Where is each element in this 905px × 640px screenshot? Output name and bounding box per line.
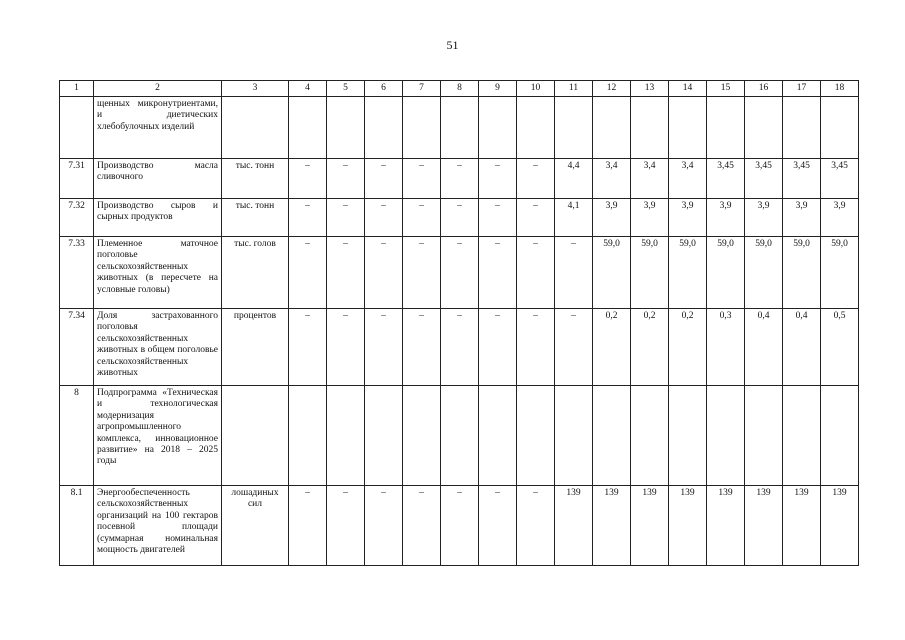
value-cell: – — [517, 199, 555, 237]
value-cell — [707, 386, 745, 486]
value-cell: – — [289, 159, 327, 199]
value-cell: 139 — [631, 486, 669, 566]
unit-cell: процентов — [222, 309, 289, 386]
value-cell: 59,0 — [707, 237, 745, 309]
column-header: 4 — [289, 81, 327, 97]
table-row — [60, 159, 859, 199]
value-cell: – — [365, 159, 403, 199]
row-number-cell — [60, 97, 94, 159]
indicator-name-cell: Производство сыров и сырных продуктов — [94, 199, 222, 237]
value-cell: – — [441, 237, 479, 309]
column-header: 15 — [707, 81, 745, 97]
value-cell: 139 — [821, 486, 859, 566]
column-header: 9 — [479, 81, 517, 97]
value-cell: – — [289, 237, 327, 309]
value-cell: 59,0 — [745, 237, 783, 309]
value-cell: 3,9 — [593, 199, 631, 237]
column-header: 8 — [441, 81, 479, 97]
value-cell — [707, 97, 745, 159]
value-cell: 59,0 — [669, 237, 707, 309]
value-cell — [365, 386, 403, 486]
value-cell — [289, 97, 327, 159]
value-cell — [365, 97, 403, 159]
column-header: 6 — [365, 81, 403, 97]
value-cell — [517, 386, 555, 486]
value-cell — [517, 97, 555, 159]
value-cell — [289, 386, 327, 486]
value-cell: 59,0 — [593, 237, 631, 309]
value-cell — [593, 386, 631, 486]
value-cell: – — [555, 237, 593, 309]
unit-cell — [222, 97, 289, 159]
value-cell — [403, 386, 441, 486]
value-cell: – — [479, 486, 517, 566]
indicator-name-cell: щенных микронутриентами, и диетических хлебобулочных изделий — [94, 97, 222, 159]
value-cell: – — [327, 309, 365, 386]
value-cell: 3,9 — [783, 199, 821, 237]
unit-cell: тыс. тонн — [222, 159, 289, 199]
value-cell: 3,9 — [631, 199, 669, 237]
value-cell: 59,0 — [631, 237, 669, 309]
page-number: 51 — [446, 38, 459, 52]
value-cell — [479, 386, 517, 486]
value-cell: – — [289, 199, 327, 237]
value-cell: 3,45 — [707, 159, 745, 199]
value-cell: – — [365, 486, 403, 566]
value-cell: – — [479, 159, 517, 199]
row-number-cell: 8 — [60, 386, 94, 486]
value-cell: – — [327, 199, 365, 237]
value-cell — [783, 97, 821, 159]
value-cell: – — [517, 486, 555, 566]
value-cell — [327, 386, 365, 486]
value-cell — [555, 386, 593, 486]
table-row — [60, 309, 859, 386]
column-header: 16 — [745, 81, 783, 97]
table-row — [60, 97, 859, 159]
value-cell: – — [517, 159, 555, 199]
value-cell: 3,45 — [783, 159, 821, 199]
value-cell: – — [517, 237, 555, 309]
value-cell: 3,4 — [669, 159, 707, 199]
value-cell: 4,1 — [555, 199, 593, 237]
value-cell — [783, 386, 821, 486]
value-cell: – — [403, 237, 441, 309]
value-cell: – — [441, 309, 479, 386]
row-number-cell: 7.34 — [60, 309, 94, 386]
value-cell: 139 — [555, 486, 593, 566]
value-cell: – — [555, 309, 593, 386]
value-cell: – — [289, 309, 327, 386]
value-cell: 3,9 — [707, 199, 745, 237]
column-header: 11 — [555, 81, 593, 97]
indicator-name-cell: Доля застрахованного поголовья сельскохозяйственных животных в общем поголовье сельскохозяйственных животных — [94, 309, 222, 386]
row-number-cell: 8.1 — [60, 486, 94, 566]
value-cell: 3,4 — [631, 159, 669, 199]
column-header: 17 — [783, 81, 821, 97]
column-header: 12 — [593, 81, 631, 97]
value-cell — [555, 97, 593, 159]
table-row — [60, 486, 859, 566]
column-header: 10 — [517, 81, 555, 97]
value-cell — [669, 97, 707, 159]
value-cell: – — [365, 199, 403, 237]
column-header: 1 — [60, 81, 94, 97]
value-cell: 139 — [593, 486, 631, 566]
unit-cell: тыс. голов — [222, 237, 289, 309]
value-cell: – — [479, 309, 517, 386]
value-cell: 0,4 — [745, 309, 783, 386]
value-cell: 0,2 — [669, 309, 707, 386]
indicator-table — [59, 80, 859, 566]
value-cell — [403, 97, 441, 159]
value-cell: – — [479, 237, 517, 309]
value-cell: – — [327, 237, 365, 309]
value-cell: – — [327, 486, 365, 566]
value-cell: – — [403, 486, 441, 566]
table-row — [60, 237, 859, 309]
value-cell — [441, 386, 479, 486]
row-number-cell: 7.31 — [60, 159, 94, 199]
value-cell: 0,2 — [593, 309, 631, 386]
value-cell: 139 — [707, 486, 745, 566]
value-cell: 0,5 — [821, 309, 859, 386]
column-header: 7 — [403, 81, 441, 97]
value-cell: 3,4 — [593, 159, 631, 199]
row-number-cell: 7.33 — [60, 237, 94, 309]
value-cell: 59,0 — [821, 237, 859, 309]
value-cell: – — [479, 199, 517, 237]
column-header: 13 — [631, 81, 669, 97]
value-cell: – — [441, 159, 479, 199]
value-cell — [631, 97, 669, 159]
value-cell — [479, 97, 517, 159]
column-header: 2 — [94, 81, 222, 97]
unit-cell — [222, 386, 289, 486]
value-cell: – — [403, 159, 441, 199]
value-cell: – — [441, 199, 479, 237]
unit-cell: лошадиных сил — [222, 486, 289, 566]
table-row — [60, 386, 859, 486]
value-cell: – — [289, 486, 327, 566]
value-cell: – — [441, 486, 479, 566]
value-cell: 3,9 — [669, 199, 707, 237]
value-cell: – — [365, 237, 403, 309]
column-header: 14 — [669, 81, 707, 97]
value-cell: – — [403, 199, 441, 237]
value-cell: 3,9 — [821, 199, 859, 237]
value-cell: 139 — [669, 486, 707, 566]
column-header: 5 — [327, 81, 365, 97]
value-cell: 0,3 — [707, 309, 745, 386]
table-header-row — [60, 81, 859, 97]
indicator-name-cell: Подпрограмма «Техническая и технологическая модернизация агропромышленного комплекса, инновационное развитие» на 2018 – 2025 годы — [94, 386, 222, 486]
value-cell — [669, 386, 707, 486]
value-cell — [631, 386, 669, 486]
unit-cell: тыс. тонн — [222, 199, 289, 237]
value-cell: 0,4 — [783, 309, 821, 386]
value-cell: 3,45 — [821, 159, 859, 199]
value-cell — [593, 97, 631, 159]
value-cell: 3,9 — [745, 199, 783, 237]
value-cell: – — [365, 309, 403, 386]
column-header: 18 — [821, 81, 859, 97]
indicator-name-cell: Производство масла сливочного — [94, 159, 222, 199]
value-cell: 4,4 — [555, 159, 593, 199]
indicator-name-cell: Энергообеспеченность сельскохозяйственных организаций на 100 гектаров посевной площади (суммарная номинальная мощность двигателей — [94, 486, 222, 566]
table-row — [60, 199, 859, 237]
value-cell: 59,0 — [783, 237, 821, 309]
value-cell — [745, 97, 783, 159]
value-cell: 139 — [745, 486, 783, 566]
value-cell — [327, 97, 365, 159]
column-header: 3 — [222, 81, 289, 97]
value-cell — [745, 386, 783, 486]
row-number-cell: 7.32 — [60, 199, 94, 237]
indicator-name-cell: Племенное маточное поголовье сельскохозяйственных животных (в пересчете на условные головы) — [94, 237, 222, 309]
value-cell: – — [403, 309, 441, 386]
value-cell: 139 — [783, 486, 821, 566]
value-cell — [441, 97, 479, 159]
value-cell — [821, 386, 859, 486]
value-cell: 0,2 — [631, 309, 669, 386]
value-cell — [821, 97, 859, 159]
value-cell: 3,45 — [745, 159, 783, 199]
value-cell: – — [327, 159, 365, 199]
value-cell: – — [517, 309, 555, 386]
